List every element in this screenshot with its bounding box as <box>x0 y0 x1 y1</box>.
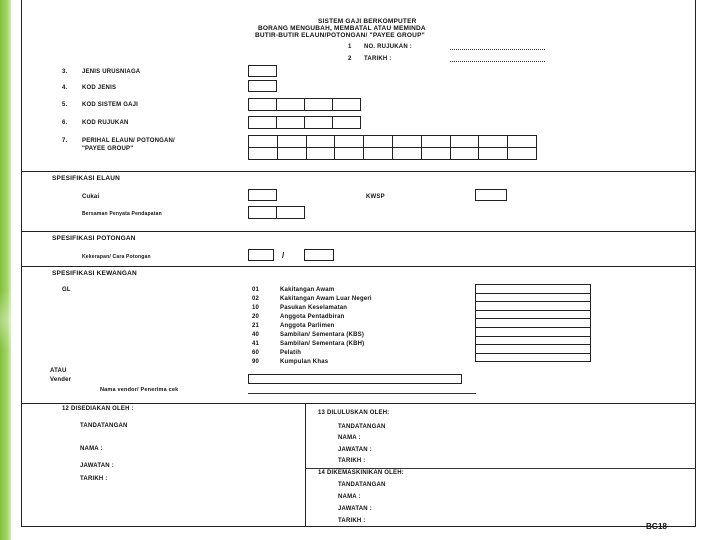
section-title-potongan: SPESIFIKASI POTONGAN <box>52 235 136 242</box>
kewangan-code: 02 <box>252 296 260 302</box>
field-no-7: 7. <box>62 138 68 144</box>
divider <box>21 231 696 232</box>
divider-vertical <box>305 403 306 527</box>
kewangan-code: 01 <box>252 287 260 293</box>
vendor-name-label: Nama vendor/ Penerima cek <box>100 387 179 393</box>
vendor-name-input[interactable] <box>248 393 476 394</box>
kwsp-box[interactable] <box>475 189 507 201</box>
verified-title: 13 DILULUSKAN OLEH: <box>318 410 390 416</box>
form-title-line2: BORANG MENGUBAH, MEMBATAL ATAU MEMINDA <box>258 25 426 32</box>
field-no-3: 3. <box>62 69 68 75</box>
field-no-5: 5. <box>62 102 68 108</box>
cukai-label: Cukai <box>82 194 100 200</box>
ref-number: 1 <box>348 44 352 50</box>
kewangan-code: 41 <box>252 341 260 347</box>
verified-date-label: TARIKH : <box>338 458 366 464</box>
divider <box>21 403 696 404</box>
section-title-elaun: SPESIFIKASI ELAUN <box>52 175 121 182</box>
kewangan-label: Pelatih <box>280 350 302 356</box>
cara-potongan-box[interactable] <box>304 249 334 261</box>
kewangan-code: 10 <box>252 305 260 311</box>
kod-sistem-gaji-boxes[interactable] <box>248 98 361 111</box>
prepared-position-label: JAWATAN : <box>80 463 114 469</box>
updated-sign-label: TANDATANGAN <box>338 482 386 488</box>
field-no-4: 4. <box>62 85 68 91</box>
form-title-line1: SISTEM GAJI BERKOMPUTER <box>318 18 417 25</box>
kewangan-label: Sambilan/ Sementara (KBH) <box>280 341 365 347</box>
divider <box>305 468 696 469</box>
kewangan-label: Pasukan Keselamatan <box>280 305 348 311</box>
bersamaan-label: Bersaman Penyata Pendapatan <box>82 211 162 217</box>
kewangan-code: 90 <box>252 359 260 365</box>
kewangan-label: Kakitangan Awam <box>280 287 335 293</box>
date-number: 2 <box>348 56 352 62</box>
kewangan-label: Kakitangan Awam Luar Negeri <box>280 296 372 302</box>
accent-bar <box>0 0 11 540</box>
kod-jenis-box[interactable] <box>248 80 277 92</box>
bersamaan-boxes[interactable] <box>248 206 305 219</box>
kod-rujukan-boxes[interactable] <box>248 116 361 129</box>
ref-input[interactable] <box>450 49 545 50</box>
kewangan-code: 60 <box>252 350 260 356</box>
field-label-perihal: PERIHAL ELAUN/ POTONGAN/ <box>82 138 175 144</box>
jenis-urusniaga-box[interactable] <box>248 65 277 77</box>
kewangan-code: 21 <box>252 323 260 329</box>
date-label: TARIKH : <box>364 56 392 62</box>
field-no-6: 6. <box>62 120 68 126</box>
verified-position-label: JAWATAN : <box>338 447 372 453</box>
prepared-date-label: TARIKH : <box>80 476 108 482</box>
section-title-kewangan: SPESIFIKASI KEWANGAN <box>52 270 137 277</box>
cukai-box[interactable] <box>248 189 277 201</box>
kekerapan-label: Kekerapan/ Cara Potongan <box>82 254 151 260</box>
kewangan-label: Anggota Parlimen <box>280 323 335 329</box>
ref-label: NO. RUJUKAN : <box>364 44 412 50</box>
form-title-line3: BUTIR-BUTIR ELAUN/POTONGAN/ "PAYEE GROUP" <box>255 32 425 39</box>
updated-title: 14 DIKEMASKINIKAN OLEH: <box>318 470 404 476</box>
divider <box>21 266 696 267</box>
perihal-boxes[interactable] <box>248 135 537 160</box>
field-label-jenis-urusniaga: JENIS URUSNIAGA <box>82 69 141 75</box>
field-label-kod-sistem-gaji: KOD SISTEM GAJI <box>82 102 139 108</box>
verified-name-label: NAMA : <box>338 435 361 441</box>
updated-name-label: NAMA : <box>338 494 361 500</box>
page-code: BG18 <box>646 522 667 531</box>
updated-date-label: TARIKH : <box>338 518 366 524</box>
gl-label: GL <box>62 287 71 293</box>
kekerapan-separator: / <box>282 251 285 260</box>
kekerapan-box[interactable] <box>248 249 274 261</box>
prepared-title: 12 DISEDIAKAN OLEH : <box>62 406 134 412</box>
field-label-kod-jenis: KOD JENIS <box>82 85 117 91</box>
field-label-kod-rujukan: KOD RUJUKAN <box>82 120 129 126</box>
date-input[interactable] <box>450 61 545 62</box>
divider <box>21 171 696 172</box>
vendor-code-box[interactable] <box>248 374 462 384</box>
prepared-name-label: NAMA : <box>80 446 103 452</box>
field-label-payee-group: "PAYEE GROUP" <box>82 146 134 152</box>
atau-label: ATAU <box>50 368 67 374</box>
vendor-label: Vender <box>50 377 72 383</box>
prepared-sign-label: TANDATANGAN <box>80 423 128 429</box>
kewangan-label: Anggota Pentadbiran <box>280 314 345 320</box>
kewangan-label: Sambilan/ Sementara (KBS) <box>280 332 365 338</box>
kewangan-code: 20 <box>252 314 260 320</box>
kewangan-code: 40 <box>252 332 260 338</box>
kwsp-label: KWSP <box>366 194 385 200</box>
gl-boxes[interactable] <box>475 284 591 362</box>
verified-sign-label: TANDATANGAN <box>338 424 386 430</box>
updated-position-label: JAWATAN : <box>338 506 372 512</box>
kewangan-label: Kumpulan Khas <box>280 359 329 365</box>
